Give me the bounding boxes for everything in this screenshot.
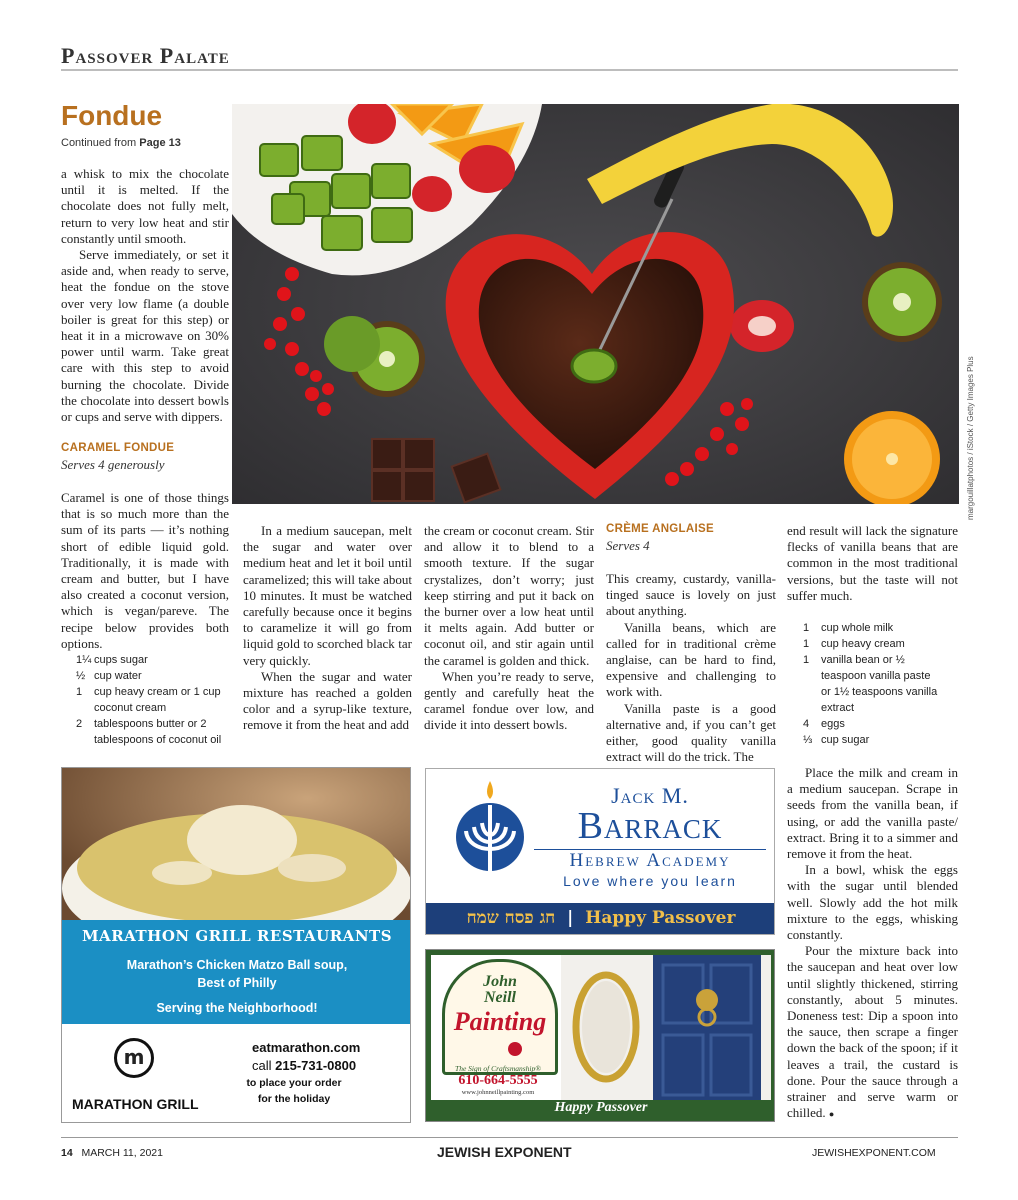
door-photo: [561, 955, 771, 1100]
barrack-name-1: Jack M.: [611, 783, 689, 808]
column-4: [606, 571, 776, 765]
paragraph: end result will lack the signature flecks of vanilla beans that are common in the most traditional versions, but the taste will not suffer much.: [787, 523, 958, 603]
paragraph: Vanilla paste is a good alternative and, if you can’t get either, good quality vanilla extract will do the trick. The: [606, 700, 776, 765]
paragraph: When you’re ready to serve, gently and carefully heat the caramel fondue over low, and divide it into dessert bowls.: [424, 668, 594, 733]
barrack-name-2: Barrack: [577, 805, 723, 847]
ingredient-row: 4 eggs: [803, 718, 845, 730]
paragraph: Vanilla beans, which are called for in traditional crème anglaise, can be hard to find, expensive and challenging to work with.: [606, 619, 776, 700]
marathon-website-link[interactable]: eatmarathon.com: [252, 1040, 361, 1055]
column-1-top: [61, 166, 229, 425]
neill-website-link[interactable]: www.johnneillpainting.com: [461, 1089, 535, 1096]
ingredient-row: 1 cup whole milk: [803, 622, 894, 634]
ingredient-row: coconut cream: [94, 702, 167, 714]
neill-brand-1: John: [483, 973, 517, 990]
column-5-bottom: [787, 765, 958, 1122]
neill-greeting: Happy Passover: [554, 1100, 648, 1115]
paragraph: This creamy, custardy, vanilla-tinged sauce is lovely on just about anything.: [606, 571, 776, 619]
continued-line: [61, 137, 181, 149]
neill-sign: The Sign of Craftsmanship®: [455, 1064, 541, 1073]
ingredient-row: or 1½ teaspoons vanilla: [821, 686, 938, 698]
john-neill-painting-ad[interactable]: [425, 949, 775, 1122]
ingredient-row: 1¼ cups sugar: [76, 654, 148, 666]
neill-brand-2: Neill: [484, 989, 516, 1006]
barrack-name-3: Hebrew Academy: [534, 849, 766, 872]
header-rule: [61, 69, 958, 71]
marathon-order-line-2: for the holiday: [257, 1093, 331, 1105]
ingredient-row: 1 cup heavy cream or 1 cup: [76, 686, 221, 698]
column-5-top: [787, 523, 958, 604]
column-2: [243, 523, 412, 734]
photo-credit: margouillatphotos / iStock / Getty Images Plus: [966, 356, 975, 520]
marathon-grill-ad[interactable]: [61, 767, 411, 1123]
marathon-banner: MARATHON GRILL RESTAURANTS: [81, 927, 393, 945]
paragraph: Serve immediately, or set it aside and, when ready to serve, heat the fondue on the stove over very low flame (a double boiler is great for this step) or heat it in a microwave on 30% power until warm. Take great care with this step to avoid burning the chocolate. Divide the chocolate into dessert bowls or cups and serve with dippers.: [61, 247, 229, 425]
ingredient-row: ⅓ cup sugar: [803, 734, 870, 746]
marathon-line-3: Serving the Neighborhood!: [156, 1001, 318, 1015]
paragraph: Pour the mixture back into the saucepan and heat over low until slightly thickened, stirring constantly, about 5 minutes. Doneness test: Dip a spoon into the sauce, then scrape a finger down the back of the spoon; if it leaves a trail, the custard is done. Pour the sauce through a strainer and serve warm or chilled. ●: [787, 943, 958, 1121]
barrack-happy-passover: Happy Passover: [585, 908, 736, 928]
menorah-logo-icon: [454, 779, 526, 879]
section-title: Passover Palate: [61, 43, 230, 68]
creme-serves: Serves 4: [606, 538, 650, 553]
column-3: [424, 523, 594, 734]
barrack-academy-ad[interactable]: [425, 768, 775, 935]
ingredient-row: 1 cup heavy cream: [803, 638, 905, 650]
end-mark: ●: [828, 1109, 835, 1120]
ingredient-row: 1 vanilla bean or ½: [803, 654, 905, 666]
barrack-hebrew: חג פסח שמח: [466, 908, 556, 928]
marathon-order-line-1: to place your order: [246, 1077, 342, 1089]
paragraph: When the sugar and water mixture has reached a golden color and a syrup-like texture, remove it from the heat and add: [243, 668, 412, 733]
rose-icon: [508, 1042, 522, 1056]
ingredient-row: teaspoon vanilla paste: [821, 670, 931, 682]
neill-phone[interactable]: 610-664-5555: [458, 1073, 538, 1088]
paragraph: the cream or coconut cream. Stir and allow it to blend to a smooth texture. If the sugar crystalizes, don’t worry; just keep stirring and put it back on the burner over a low heat until it melts again. Add butter or coconut oil, and stir again until the caramel is golden and thick.: [424, 523, 594, 668]
publication-name: JEWISH EXPONENT: [437, 1144, 572, 1160]
paragraph: a whisk to mix the chocolate until it is melted. If the chocolate does not fully melt, return to very low heat and stir constantly until smooth.: [61, 166, 229, 246]
ingredient-row: tablespoons of coconut oil: [94, 734, 222, 746]
continued-page-link[interactable]: Page 13: [139, 137, 181, 149]
marathon-logo-icon: m: [114, 1038, 154, 1078]
fondue-photo: [232, 104, 959, 504]
article-title: Fondue: [61, 100, 163, 131]
marathon-phone-line[interactable]: call 215-731-0800: [252, 1058, 357, 1073]
footer-page-date: [61, 1147, 163, 1159]
paragraph: In a medium saucepan, melt the sugar and water over medium heat and let it boil until caramelized; this will take about 10 minutes. It must be watched carefully because once it begins to caramelize it will go from liquid gold to scorched black tar very quickly.: [243, 523, 412, 668]
marathon-line-1: Marathon’s Chicken Matzo Ball soup,: [126, 958, 348, 972]
creme-ingredient-list: [803, 620, 963, 748]
barrack-tagline: Love where you learn: [563, 873, 737, 889]
marathon-logo-name: MARATHON GRILL: [72, 1096, 199, 1112]
marathon-line-2: Best of Philly: [197, 976, 277, 990]
ingredient-row: ½ cup water: [76, 670, 142, 682]
page-number: 14: [61, 1147, 73, 1159]
paragraph: Caramel is one of those things that is so much more than the sum of its parts — it’s nothing short of edible liquid gold. Traditionally, it is made with cream and butter, but I have also created a coconut version, which is vegan/pareve. The recipe below provides both options.: [61, 490, 229, 651]
ingredient-row: 2 tablespoons butter or 2: [76, 718, 207, 730]
creme-subhead: CRÈME ANGLAISE: [606, 523, 714, 535]
column-1-bottom: [61, 490, 229, 652]
footer-rule: [61, 1137, 958, 1138]
publication-website-link[interactable]: JEWISHEXPONENT.COM: [812, 1147, 936, 1159]
caramel-subhead: CARAMEL FONDUE: [61, 442, 175, 454]
neill-brand-3: Painting: [453, 1007, 547, 1036]
continued-prefix: Continued from: [61, 137, 140, 149]
soup-photo: [62, 768, 411, 920]
paragraph: In a bowl, whisk the eggs with the sugar until blended well. Slowly add the hot milk mixture to the eggs, whisking constantly.: [787, 862, 958, 943]
paragraph: Place the milk and cream in a medium saucepan. Scrape in seeds from the vanilla bean, if using, or add the vanilla paste/ extract. Bring it to a simmer and remove it from the heat.: [787, 765, 958, 862]
caramel-ingredient-list: [76, 652, 236, 748]
barrack-greeting: חג פסח שמח | Happy Passover: [466, 908, 736, 928]
ingredient-row: extract: [821, 702, 855, 714]
issue-date: MARCH 11, 2021: [81, 1147, 163, 1159]
caramel-serves: Serves 4 generously: [61, 457, 165, 472]
fondue-illustration: [232, 104, 959, 504]
